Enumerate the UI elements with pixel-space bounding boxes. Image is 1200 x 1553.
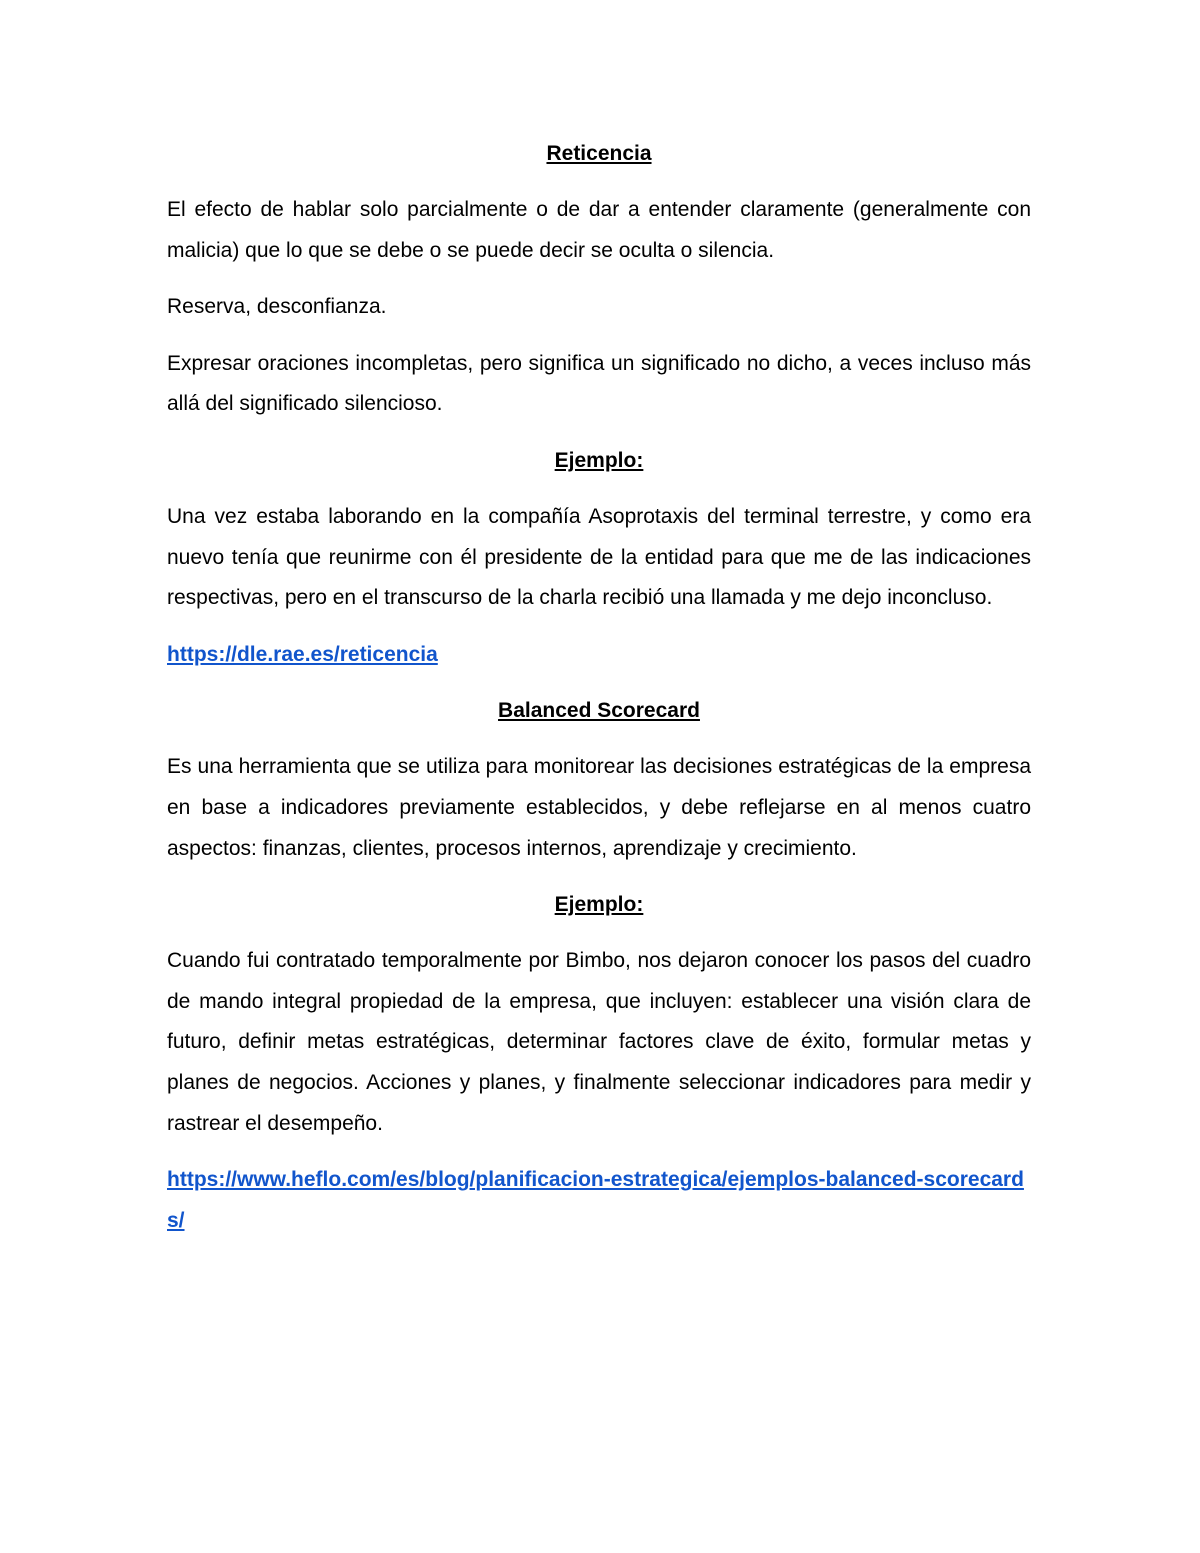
example-paragraph-reticencia: Una vez estaba laborando en la compañía Asoprotaxis del terminal terrestre, y como era nuevo tenía que reunirme con él presidente de la entidad para que me de las indicaciones respectivas, pero en el transcurso de la charla recibió una llamada y me dejo inconcluso. [167,504,1031,610]
definition-paragraph: El efecto de hablar solo parcialmente o de dar a entender claramente (generalmente con malicia) que lo que se debe o se puede decir se oculta o silencia. [167,198,1031,262]
document-page [167,134,1031,1257]
section-title-reticencia: Reticencia [546,142,652,165]
link-rae-reticencia[interactable]: https://dle.rae.es/reticencia [167,642,438,666]
synonyms-paragraph: Reserva, desconfianza. [167,295,387,319]
example-heading-scorecard: Ejemplo: [554,893,644,917]
explanation-paragraph: Expresar oraciones incompletas, pero significa un significado no dicho, a veces incluso más allá del significado silencioso. [167,351,1031,416]
example-heading-reticencia: Ejemplo: [554,448,644,472]
definition-paragraph-scorecard: Es una herramienta que se utiliza para monitorear las decisiones estratégicas de la empresa en base a indicadores previamente establecidos, y debe reflejarse en al menos cuatro aspectos: finanzas, clientes, procesos internos, aprendizaje y crecimiento. [167,755,1031,860]
section-title-balanced-scorecard: Balanced Scorecard [498,699,700,723]
example-paragraph-scorecard: Cuando fui contratado temporalmente por Bimbo, nos dejaron conocer los pasos del cuadro de mando integral propiedad de la empresa, que incluyen: establecer una visión clara de futuro, definir metas estratégicas, determinar factores clave de éxito, formular metas y planes de negocios. Acciones y planes, y finalmente seleccionar indicadores para medir y rastrear el desempeño. [167,949,1031,1135]
link-heflo-scorecards[interactable]: https://www.heflo.com/es/blog/planificacion-estrategica/ejemplos-balanced-scorecards/ [167,1168,1024,1232]
